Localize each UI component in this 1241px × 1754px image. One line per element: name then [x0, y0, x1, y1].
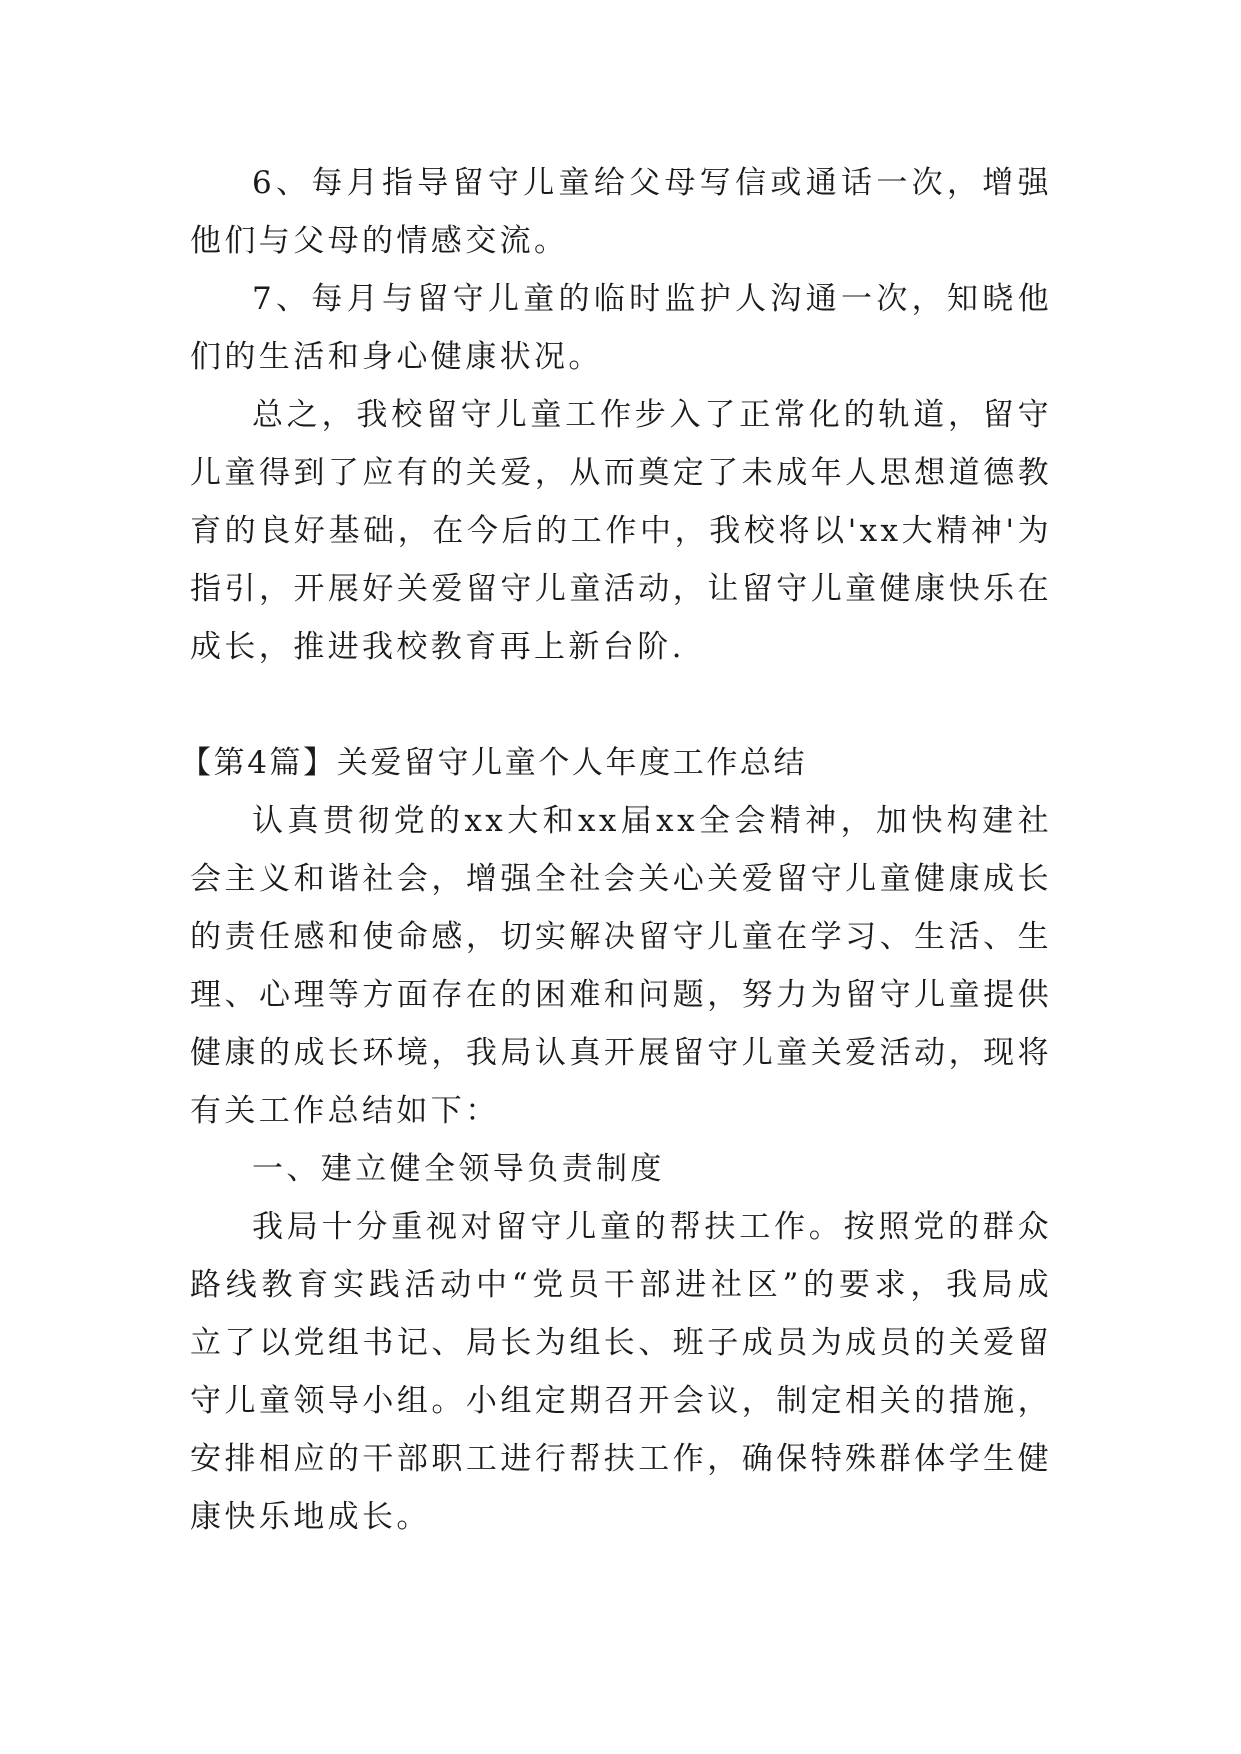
section-heading: 一、建立健全领导负责制度 [252, 1151, 665, 1187]
paragraph-item-7: 7、每月与留守儿童的临时监护人沟通一次，知晓他们的生活和身心健康状况。 [190, 281, 1052, 375]
document-body [180, 154, 1052, 1546]
article-title: 【第4篇】关爱留守儿童个人年度工作总结 [180, 745, 808, 781]
paragraph-section-1: 我局十分重视对留守儿童的帮扶工作。按照党的群众路线教育实践活动中“党员干部进社区”的要求，我局成立了以党组书记、局长为组长、班子成员为成员的关爱留守儿童领导小组。小组定期召开会议，制定相关的措施，安排相应的干部职工进行帮扶工作，确保特殊群体学生健康快乐地成长。 [190, 1209, 1052, 1535]
paragraph-item-6: 6、每月指导留守儿童给父母写信或通话一次，增强他们与父母的情感交流。 [190, 165, 1052, 259]
paragraph-conclusion: 总之，我校留守儿童工作步入了正常化的轨道，留守儿童得到了应有的关爱，从而奠定了未成年人思想道德教育的良好基础，在今后的工作中，我校将以'xx大精神'为指引，开展好关爱留守儿童活动，让留守儿童健康快乐在成长，推进我校教育再上新台阶. [190, 397, 1052, 665]
paragraph-intro: 认真贯彻党的xx大和xx届xx全会精神，加快构建社会主义和谐社会，增强全社会关心关爱留守儿童健康成长的责任感和使命感，切实解决留守儿童在学习、生活、生理、心理等方面存在的困难和问题，努力为留守儿童提供健康的成长环境，我局认真开展留守儿童关爱活动，现将有关工作总结如下： [190, 803, 1052, 1129]
